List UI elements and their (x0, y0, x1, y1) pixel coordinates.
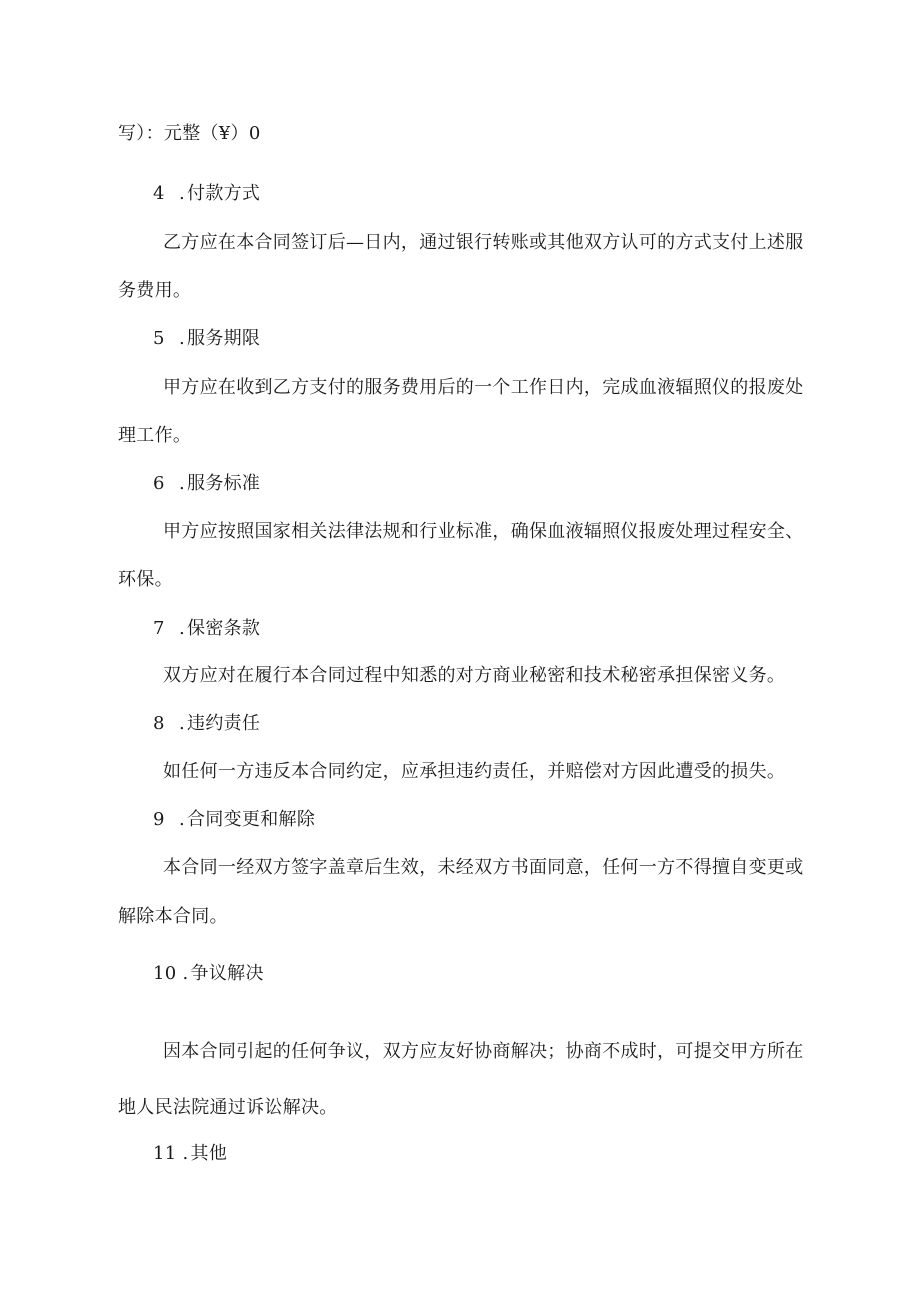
paragraph-line: 本合同一经双方签字盖章后生效，未经双方书面同意，任何一方不得擅自变更或 (163, 857, 804, 878)
section-title: 其他 (190, 1143, 228, 1164)
paragraph-line: 甲方应在收到乙方支付的服务费用后的一个工作日内，完成血液辐照仪的报废处 (163, 377, 804, 398)
section-title: 争议解决 (190, 963, 264, 984)
section-number: 8 (153, 713, 165, 734)
paragraph-line: 甲方应按照国家相关法律法规和行业标准，确保血液辐照仪报废处理过程安全、 (163, 521, 804, 542)
section-title: 违约责任 (187, 713, 261, 734)
section-heading: 9 . 合同变更和解除 (153, 809, 316, 830)
section-title: 合同变更和解除 (187, 809, 316, 830)
section-title: 服务期限 (187, 328, 261, 349)
section-heading: 4 . 付款方式 (153, 183, 261, 204)
section-title: 保密条款 (187, 618, 261, 639)
section-title: 服务标准 (187, 473, 261, 494)
section-heading: 5 . 服务期限 (153, 328, 261, 349)
paragraph-line: 务费用。 (118, 280, 192, 301)
section-heading: 11 . 其他 (153, 1143, 228, 1164)
paragraph-line: 理工作。 (118, 425, 192, 446)
paragraph-line: 乙方应在本合同签订后—日内，通过银行转账或其他双方认可的方式支付上述服 (163, 232, 804, 253)
paragraph-line: 双方应对在履行本合同过程中知悉的对方商业秘密和技术秘密承担保密义务。 (163, 665, 786, 686)
section-number: 7 (153, 618, 165, 639)
section-heading: 10 . 争议解决 (153, 963, 264, 984)
section-heading: 6 . 服务标准 (153, 473, 261, 494)
paragraph-line: 环保。 (118, 569, 173, 590)
fee-amount-line: 写）：元整（¥）0 (118, 123, 261, 144)
section-number: 6 (153, 473, 165, 494)
paragraph-line: 如任何一方违反本合同约定，应承担违约责任，并赔偿对方因此遭受的损失。 (163, 761, 786, 782)
section-title: 付款方式 (187, 183, 261, 204)
section-heading: 7 . 保密条款 (153, 618, 261, 639)
section-number: 9 (153, 809, 165, 830)
paragraph-line: 解除本合同。 (118, 906, 228, 927)
section-number: 5 (153, 328, 165, 349)
section-number: 4 (153, 183, 165, 204)
section-number: 11 (153, 1143, 177, 1164)
section-heading: 8 . 违约责任 (153, 713, 261, 734)
paragraph-line: 地人民法院通过诉讼解决。 (118, 1097, 338, 1118)
section-number: 10 (153, 963, 177, 984)
paragraph-line: 因本合同引起的任何争议，双方应友好协商解决；协商不成时，可提交甲方所在 (163, 1041, 804, 1062)
